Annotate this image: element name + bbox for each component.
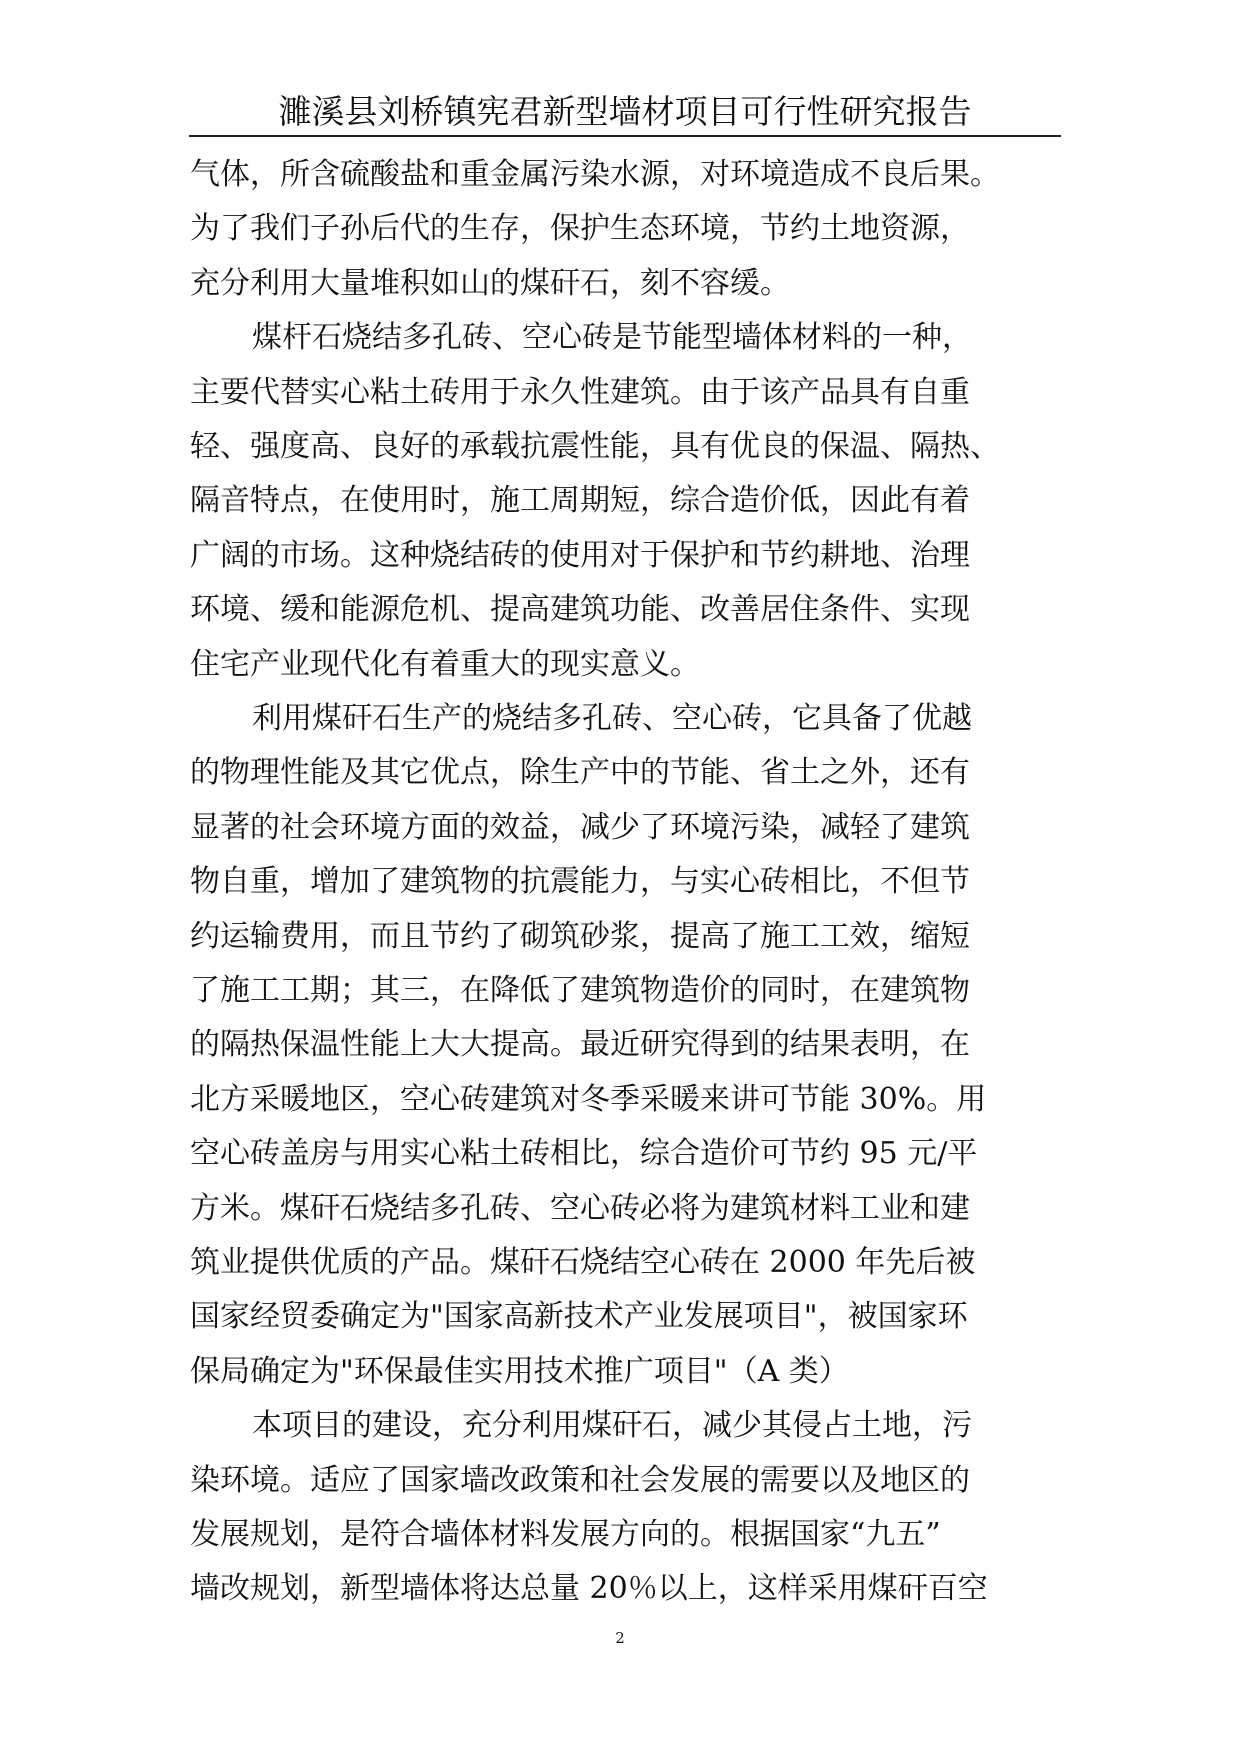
body-line: 物自重，增加了建筑物的抗震能力，与实心砖相比，不但节 xyxy=(190,864,970,899)
page-number: 2 xyxy=(615,1629,625,1647)
body-line: 轻、强度高、良好的承载抗震性能，具有优良的保温、隔热、 xyxy=(190,429,1000,464)
body-line: 国家经贸委确定为"国家高新技术产业发展项目"，被国家环 xyxy=(190,1299,968,1334)
page-header-title: 濉溪县刘桥镇宪君新型墙材项目可行性研究报告 xyxy=(278,94,972,130)
body-line: 墙改规划，新型墙体将达总量 20％以上，这样采用煤矸百空 xyxy=(190,1571,988,1606)
body-line: 染环境。适应了国家墙改政策和社会发展的需要以及地区的 xyxy=(190,1463,970,1498)
body-line: 气体，所含硫酸盐和重金属污染水源，对环境造成不良后果。 xyxy=(190,157,1000,192)
body-line: 显著的社会环境方面的效益，减少了环境污染，减轻了建筑 xyxy=(190,810,970,845)
body-line: 为了我们子孙后代的生存，保护生态环境，节约土地资源， xyxy=(190,211,970,246)
body-line: 筑业提供优质的产品。煤矸石烧结空心砖在 2000 年先后被 xyxy=(190,1245,976,1280)
body-line: 住宅产业现代化有着重大的现实意义。 xyxy=(190,647,700,682)
body-line: 本项目的建设，充分利用煤矸石，减少其侵占土地，污 xyxy=(252,1408,972,1443)
body-line: 煤杆石烧结多孔砖、空心砖是节能型墙体材料的一种， xyxy=(252,320,972,355)
body-line: 隔音特点，在使用时，施工周期短，综合造价低，因此有着 xyxy=(190,483,970,518)
body-line: 保局确定为"环保最佳实用技术推广项目"（A 类） xyxy=(190,1354,849,1389)
body-line: 的隔热保温性能上大大提高。最近研究得到的结果表明，在 xyxy=(190,1027,970,1062)
body-line: 主要代替实心粘土砖用于永久性建筑。由于该产品具有自重 xyxy=(190,375,970,410)
body-line: 发展规划，是符合墙体材料发展方向的。根据国家“九五” xyxy=(190,1517,941,1552)
body-line: 北方采暖地区，空心砖建筑对冬季采暖来讲可节能 30%。用 xyxy=(190,1082,987,1117)
body-line: 利用煤矸石生产的烧结多孔砖、空心砖，它具备了优越 xyxy=(252,701,972,736)
body-line: 方米。煤矸石烧结多孔砖、空心砖必将为建筑材料工业和建 xyxy=(190,1191,970,1226)
body-line: 了施工工期；其三，在降低了建筑物造价的同时，在建筑物 xyxy=(190,973,970,1008)
body-line: 约运输费用，而且节约了砌筑砂浆，提高了施工工效，缩短 xyxy=(190,919,970,954)
body-line: 空心砖盖房与用实心粘土砖相比，综合造价可节约 95 元/平 xyxy=(190,1136,978,1171)
body-line: 的物理性能及其它优点，除生产中的节能、省土之外，还有 xyxy=(190,755,970,790)
body-line: 环境、缓和能源危机、提高建筑功能、改善居住条件、实现 xyxy=(190,592,970,627)
body-line: 充分利用大量堆积如山的煤矸石，刻不容缓。 xyxy=(190,266,790,301)
body-line: 广阔的市场。这种烧结砖的使用对于保护和节约耕地、治理 xyxy=(190,538,970,573)
